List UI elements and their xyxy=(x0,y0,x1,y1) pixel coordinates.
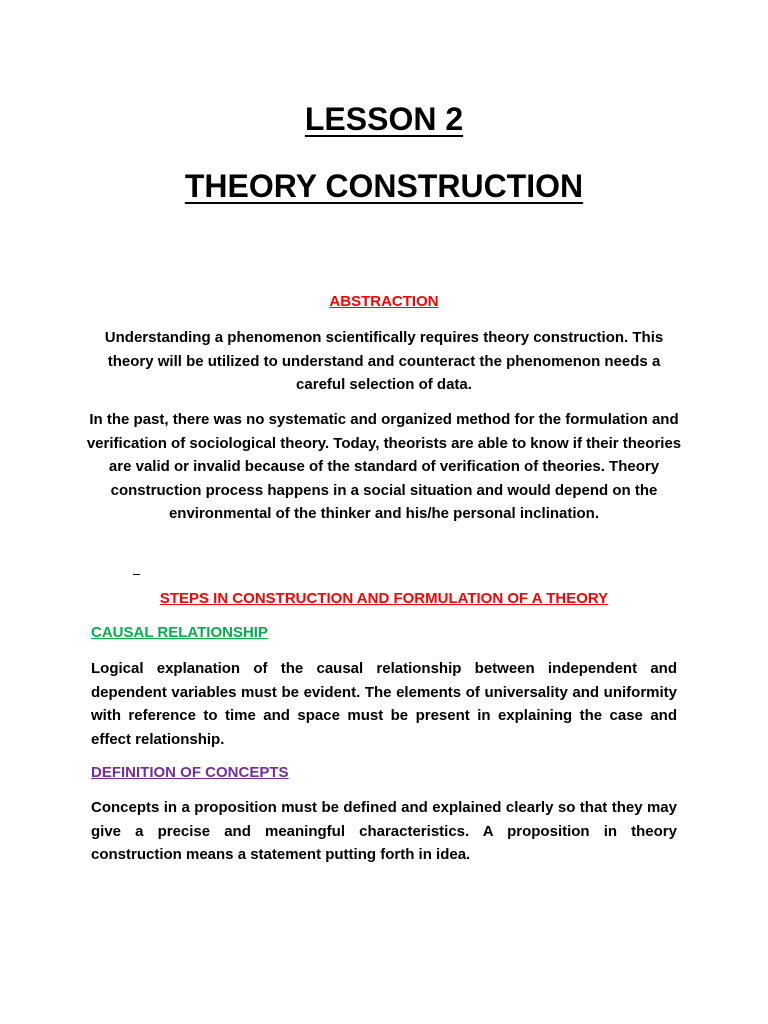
main-title-text: THEORY CONSTRUCTION xyxy=(184,168,584,204)
lesson-title xyxy=(0,99,768,139)
abstraction-paragraph-1: Understanding a phenomenon scientifically requires theory construction. This theory will be utilized to understand and counteract the phenomenon needs a careful selection of data. xyxy=(104,329,664,393)
main-title xyxy=(0,166,768,206)
abstraction-paragraph-2: In the past, there was no systematic and organized method for the formulation and verification of sociological theory. Today, theorists are able to know if their theories are valid or invalid because of the standard of verification of theories. Theory construction process happens in a social situation and would depend on the environmental of the thinker and his/he personal inclination. xyxy=(86,411,682,522)
definition-of-concepts-heading: DEFINITION OF CONCEPTS xyxy=(91,764,289,781)
definition-of-concepts-paragraph: Concepts in a proposition must be defined and explained clearly so that they may give a precise and meaningful characteristics. A proposition in theory construction means a statement putting forth in idea. xyxy=(91,799,677,863)
causal-relationship-heading: CAUSAL RELATIONSHIP xyxy=(91,624,268,641)
lesson-title-text: LESSON 2 xyxy=(304,101,464,137)
steps-heading: STEPS IN CONSTRUCTION AND FORMULATION OF A THEORY xyxy=(159,590,609,607)
causal-relationship-paragraph: Logical explanation of the causal relationship between independent and dependent variables must be evident. The elements of universality and uniformity with reference to time and space must be present in explaining the case and effect relationship. xyxy=(91,660,677,748)
stray-dash-mark xyxy=(133,574,140,575)
abstraction-heading: ABSTRACTION xyxy=(329,293,439,310)
